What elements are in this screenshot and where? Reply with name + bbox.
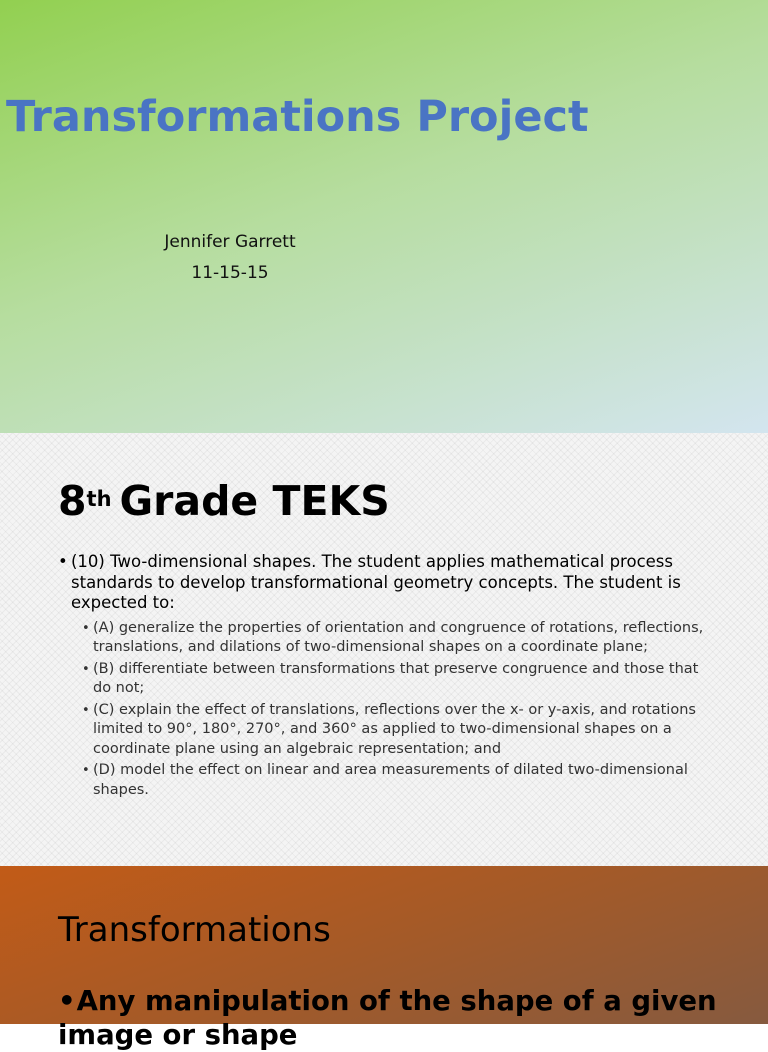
definition-text: Any manipulation of the shape of a given image or shape [58, 985, 717, 1051]
list-item [82, 701, 712, 760]
slide-title: Transformations Project [6, 92, 589, 142]
sub-bullet-text: (A) generalize the properties of orientation and congruence of rotations, reflections, translations, and dilations of two-dimensional shapes on a coordinate plane; [93, 619, 704, 655]
list-item [82, 619, 712, 658]
grade-number: 8 [58, 477, 87, 525]
slide-title [58, 477, 390, 525]
definition-bullet [58, 984, 758, 1052]
bullet-icon: • [82, 702, 90, 718]
bullet-icon: • [58, 985, 76, 1017]
bullet-icon: • [82, 620, 90, 636]
bullet-icon: • [82, 661, 90, 677]
bullet-icon: • [82, 763, 90, 778]
main-bullet-list [58, 552, 708, 802]
main-bullet [58, 552, 708, 614]
list-item [82, 761, 712, 800]
list-item [82, 660, 712, 699]
transformations-slide [0, 866, 768, 1051]
sub-bullet-text: (B) differentiate between transformations that preserve congruence and those that do not; [93, 660, 699, 696]
grade-ordinal-suffix: th [86, 487, 112, 511]
author-name: Jennifer Garrett [164, 232, 296, 252]
title-slide [0, 0, 768, 433]
presentation-date: 11-15-15 [191, 263, 269, 283]
main-bullet-text: (10) Two-dimensional shapes. The student applies mathematical process standards to develop transformational geometry concepts. The student is expected to: [71, 552, 681, 612]
sub-bullet-text: (D) model the effect on linear and area measurements of dilated two-dimensional shapes. [93, 762, 688, 798]
teks-slide [0, 433, 768, 866]
sub-bullet-text: (C) explain the effect of translations, reflections over the x- or y-axis, and rotations limited to 90°, 180°, 270°, and 360° as applied to two-dimensional shapes on a coordinate plane using an algebraic representation; and [93, 701, 696, 757]
title-text: Grade TEKS [119, 477, 390, 525]
bullet-icon: • [58, 552, 68, 571]
sub-bullet-list [82, 619, 712, 801]
slide-title: Transformations [58, 910, 331, 950]
